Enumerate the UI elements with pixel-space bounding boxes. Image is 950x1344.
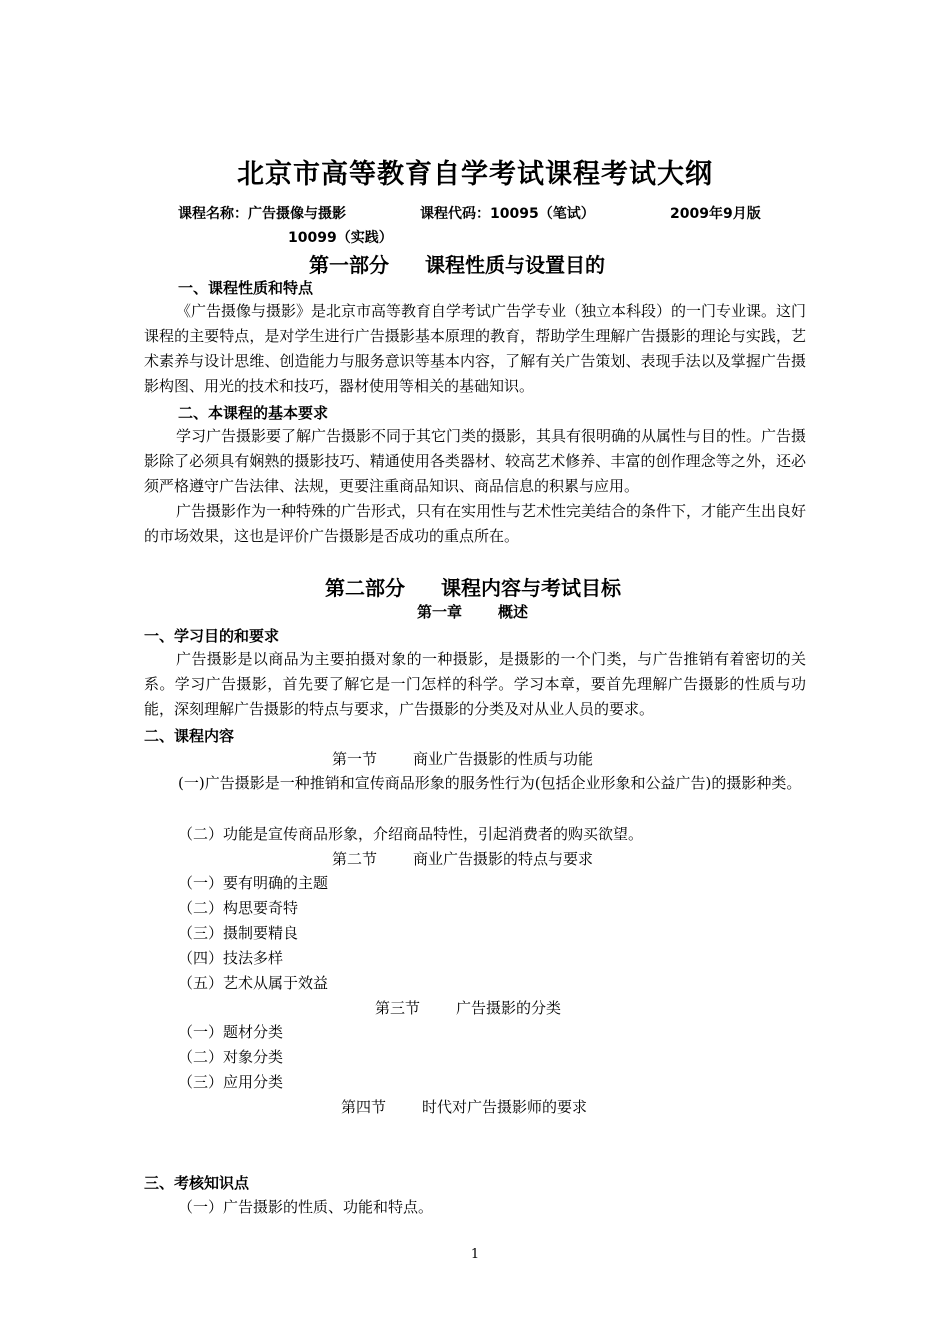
list-item: （五）艺术从属于效益 [178, 974, 329, 992]
subsection-heading: 第三节 广告摄影的分类 [375, 999, 562, 1017]
paragraph: 学习广告摄影要了解广告摄影不同于其它门类的摄影，其具有很明确的从属性与目的性。广告摄影除了必须具有娴熟的摄影技巧、精通使用各类器材、较高艺术修养、丰富的创作理念等之外，还必须严格遵守广告法律、法规，更要注重商品知识、商品信息的积累与应用。 [144, 427, 807, 495]
part2-label: 第二部分 [325, 576, 405, 600]
part1-heading [309, 249, 605, 278]
section-heading: 二、课程内容 [144, 727, 235, 745]
part2-heading [325, 572, 621, 601]
subsection-heading: 第二节 商业广告摄影的特点与要求 [332, 850, 594, 868]
part1-name: 课程性质与设置目的 [425, 253, 605, 277]
part2-name: 课程内容与考试目标 [441, 576, 621, 600]
list-item: （二）对象分类 [178, 1048, 284, 1066]
chapter-name: 概述 [498, 603, 529, 621]
paragraph: 广告摄影作为一种特殊的广告形式，只有在实用性与艺术性完美结合的条件下，才能产生出良好的市场效果，这也是评价广告摄影是否成功的重点所在。 [144, 502, 807, 545]
section-heading: 一、学习目的和要求 [144, 627, 280, 645]
list-item: （二）构思要奇特 [178, 899, 299, 917]
course-name: 课程名称：广告摄像与摄影 [178, 206, 346, 222]
paragraph: 广告摄影是以商品为主要拍摄对象的一种摄影，是摄影的一个门类，与广告推销有着密切的关系。学习广告摄影，首先要了解它是一门怎样的科学。学习本章，要首先理解广告摄影的性质与功能，深刻理解广告摄影的特点与要求，广告摄影的分类及对从业人员的要求。 [144, 650, 806, 718]
section-heading: 二、本课程的基本要求 [178, 404, 329, 422]
course-code-practice: 10099（实践） [288, 230, 393, 246]
part1-label: 第一部分 [309, 253, 389, 277]
list-item: （三）应用分类 [178, 1073, 284, 1091]
page-number: 1 [470, 1247, 480, 1262]
course-code: 课程代码：10095（笔试） [420, 206, 595, 222]
chapter-heading [417, 601, 528, 622]
list-item: （一）题材分类 [178, 1023, 284, 1041]
list-item: （一）广告摄影的性质、功能和特点。 [178, 1198, 434, 1216]
section-heading: 三、考核知识点 [144, 1174, 250, 1192]
subsection-heading: 第一节 商业广告摄影的性质与功能 [332, 750, 594, 768]
section-heading: 一、课程性质和特点 [178, 279, 314, 297]
paragraph: 《广告摄像与摄影》是北京市高等教育自学考试广告学专业（独立本科段）的一门专业课。这门课程的主要特点，是对学生进行广告摄影基本原理的教育，帮助学生理解广告摄影的理论与实践，艺术素养与设计思维、创造能力与服务意识等基本内容，了解有关广告策划、表现手法以及掌握广告摄影构图、用光的技术和技巧，器材使用等相关的基础知识。 [144, 302, 807, 395]
paragraph: (一)广告摄影是一种推销和宣传商品形象的服务性行为(包括企业形象和公益广告)的摄影种类。 [178, 774, 802, 792]
subsection-heading: 第四节 时代对广告摄影师的要求 [341, 1098, 588, 1116]
document-title: 北京市高等教育自学考试课程考试大纲 [237, 159, 713, 190]
chapter-label: 第一章 [417, 603, 463, 621]
list-item: （三）摄制要精良 [178, 924, 299, 942]
list-item: （一）要有明确的主题 [178, 874, 329, 892]
edition: 2009年9月版 [670, 206, 761, 222]
list-item: （四）技法多样 [178, 949, 284, 967]
paragraph: （二）功能是宣传商品形象，介绍商品特性，引起消费者的购买欲望。 [178, 825, 644, 843]
